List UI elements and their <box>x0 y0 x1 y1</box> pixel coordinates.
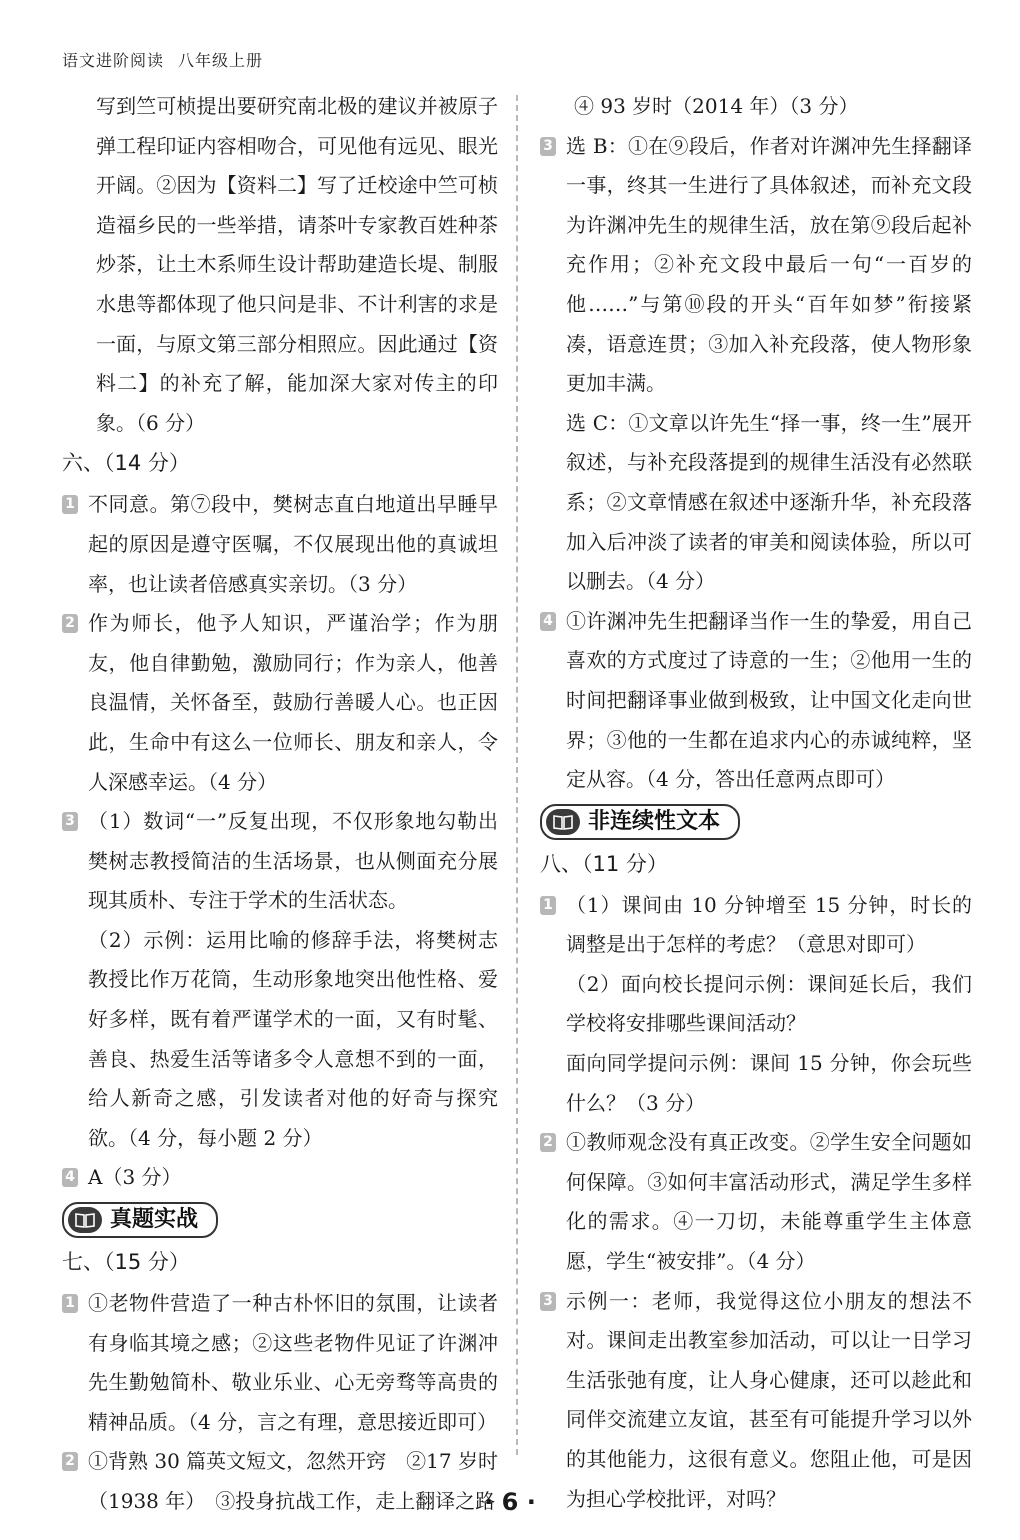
answer-item <box>540 602 972 800</box>
answer-item <box>540 886 972 1124</box>
column-divider <box>516 95 518 1455</box>
answer-item <box>62 1284 498 1442</box>
badge-label: 非连续性文本 <box>588 808 721 834</box>
answer-item <box>62 604 498 802</box>
answer-text: 不同意。第⑦段中，樊树志直白地道出早睡早起的原因是遵守医嘱，不仅展现出他的真诚坦率，也让读者倍感真实亲切。（3 分） <box>88 492 498 596</box>
answer-text: 选 B：①在⑨段后，作者对许渊冲先生择翻译一事，终其一生进行了具体叙述，而补充文段为许渊冲先生的规律生活，放在第⑨段后起补充作用；②补充文段中最后一句“一百岁的他……”与第⑩段的开头“百年如梦”衔接紧凑，语意连贯；③加入补充段落，使人物形象更加丰满。 <box>566 133 972 396</box>
section-7-title: 七、（15 分） <box>62 1250 190 1275</box>
answer-text: （1）课间由 10 分钟增至 15 分钟，时长的调整是出于怎样的考虑？（意思对即可） <box>566 892 972 957</box>
question-number: 1 <box>62 1294 78 1313</box>
answer-subtext: （2）面向校长提问示例：课间延长后，我们学校将安排哪些课间活动？ <box>566 971 972 1036</box>
answer-item <box>62 1158 498 1198</box>
answer-item <box>540 127 972 602</box>
page-number: · 6 · <box>484 1488 536 1516</box>
answer-subtext: （2）示例：运用比喻的修辞手法，将樊树志教授比作万花筒，生动形象地突出他性格、爱好多样，既有着严谨学术的一面，又有时髦、善良、热爱生活等诸多令人意想不到的一面，给人新奇之感，引发读者对他的好奇与探究欲。（4 分，每小题 2 分） <box>88 927 498 1150</box>
section-badge <box>62 1202 218 1238</box>
badge-label: 真题实战 <box>110 1207 199 1233</box>
running-header <box>62 48 263 71</box>
answer-item <box>540 1282 972 1520</box>
answer-text: 作为师长，他予人知识，严谨治学；作为朋友，他自律勤勉，激励同行；作为亲人，他善良温情，关怀备至，鼓励行善暖人心。也正因此，生命中有这么一位师长、朋友和亲人，令人深感幸运。（4 分） <box>88 611 498 794</box>
section-8-title: 八、（11 分） <box>540 851 668 876</box>
answer-subtext: 选 C：①文章以许先生“择一事，终一生”展开叙述，与补充段落提到的规律生活没有必然联系；②文章情感在叙述中逐渐升华，补充段落加入后冲淡了读者的审美和阅读体验，所以可以删去。（4 分） <box>566 410 972 594</box>
answer-text: ①背熟 30 篇英文短文，忽然开窍 ②17 岁时（1938 年） ③投身抗战工作，走上翻译之路 <box>88 1449 498 1513</box>
answer-item <box>62 485 498 604</box>
question-number: 3 <box>62 812 78 831</box>
question-number: 1 <box>62 495 78 514</box>
question-number: 3 <box>540 137 556 156</box>
book-icon <box>68 1207 102 1233</box>
answer-text: （1）数词“一”反复出现，不仅形象地勾勒出樊树志教授简洁的生活场景，也从侧面充分展现其质朴、专注于学术的生活状态。 <box>88 809 498 913</box>
right-column <box>540 87 972 1519</box>
continued-answer: 写到竺可桢提出要研究南北极的建议并被原子弹工程印证内容相吻合，可见他有远见、眼光开阔。②因为【资料二】写了迁校途中竺可桢造福乡民的一些举措，请茶叶专家教百姓种茶炒茶，让土木系师生设计帮助建造长堤、制服水患等都体现了他只问是非、不计利害的求是一面，与原文第三部分相照应。因此通过【资料二】的补充了解，能加深大家对传主的印象。（6 分） <box>96 94 498 435</box>
left-column <box>62 87 498 1522</box>
answer-subtext: 面向同学提问示例：课间 15 分钟，你会玩些什么？（3 分） <box>566 1051 972 1115</box>
answer-text: 示例一：老师，我觉得这位小朋友的想法不对。课间走出教室参加活动，可以让一日学习生活张弛有度，让人身心健康，还可以趁此和同伴交流建立友谊，甚至有可能提升学习以外的其他能力，这很有意义。您阻止他，可是因为担心学校批评，对吗？ <box>566 1288 972 1511</box>
answer-text: ①老物件营造了一种古朴怀旧的氛围，让读者有身临其境之感；②这些老物件见证了许渊冲先生勤勉简朴、敬业乐业、心无旁骛等高贵的精神品质。（4 分，言之有理，意思接近即可） <box>88 1291 498 1434</box>
answer-text: A（3 分） <box>88 1165 182 1190</box>
answer-text: ①许渊冲先生把翻译当作一生的挚爱，用自己喜欢的方式度过了诗意的一生；②他用一生的时间把翻译事业做到极致，让中国文化走向世界；③他的一生都在追求内心的赤诚纯粹，坚定从容。（4 分，答出任意两点即可） <box>566 608 972 792</box>
grade-label: 八年级上册 <box>178 51 264 70</box>
question-number: 3 <box>540 1292 556 1311</box>
section-badge <box>540 804 740 840</box>
answer-item <box>540 1123 972 1281</box>
book-title: 语文进阶阅读 <box>62 51 165 70</box>
answer-item <box>62 802 498 1158</box>
question-number: 2 <box>62 614 78 633</box>
question-number: 1 <box>540 896 556 915</box>
answer-text: ①教师观念没有真正改变。②学生安全问题如何保障。③如何丰富活动形式，满足学生多样化的需求。④一刀切，未能尊重学生主体意愿，学生“被安排”。（4 分） <box>566 1130 972 1274</box>
question-number: 2 <box>540 1133 556 1152</box>
section-6-title: 六、（14 分） <box>62 451 190 476</box>
continued-answer: ④ 93 岁时（2014 年）（3 分） <box>574 94 859 118</box>
question-number: 4 <box>62 1168 78 1187</box>
book-icon <box>546 809 580 835</box>
question-number: 2 <box>62 1452 78 1471</box>
question-number: 4 <box>540 612 556 631</box>
